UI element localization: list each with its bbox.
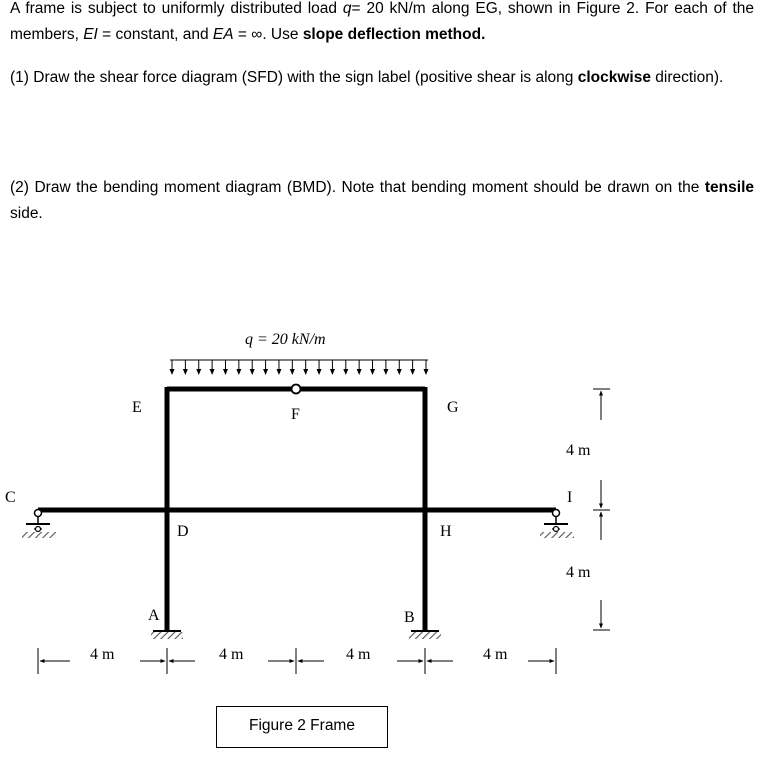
- problem-intro: A frame is subject to uniformly distributed load q= 20 kN/m along EG, shown in Figure 2. For each of the members, EI = constant, and EA = ∞. Use slope deflection method.: [10, 0, 755, 43]
- label-C: C: [5, 489, 16, 506]
- load-arrow-head: [330, 369, 335, 375]
- hinge-F: [292, 385, 301, 394]
- load-arrow-head: [343, 369, 348, 375]
- load-arrow-head: [276, 369, 281, 375]
- load-arrow-head: [170, 369, 175, 375]
- load-arrow-head: [397, 369, 402, 375]
- label-G: G: [447, 399, 459, 416]
- load-arrow-head: [424, 369, 429, 375]
- dim-span-DF: 4 m: [219, 646, 244, 663]
- label-E: E: [132, 399, 142, 416]
- load-arrow-head: [370, 369, 375, 375]
- load-arrow-head: [383, 369, 388, 375]
- dim-span-FH: 4 m: [346, 646, 371, 663]
- pin-support-C: [22, 510, 56, 539]
- load-arrow-head: [250, 369, 255, 375]
- load-label: q = 20 kN/m: [245, 331, 326, 348]
- question-1: (1) Draw the shear force diagram (SFD) with the sign label (positive shear is along clockwise direction).: [10, 69, 724, 86]
- label-D: D: [177, 523, 189, 540]
- load-arrow-head: [210, 369, 215, 375]
- label-A: A: [148, 607, 160, 624]
- vertical-dimensions: [593, 389, 610, 630]
- distributed-load: [170, 360, 429, 375]
- dim-span-CD: 4 m: [90, 646, 115, 663]
- dim-span-HI: 4 m: [483, 646, 508, 663]
- label-B: B: [404, 609, 415, 626]
- load-arrow-head: [183, 369, 188, 375]
- load-arrow-head: [357, 369, 362, 375]
- fixed-support-A: [151, 631, 183, 639]
- figure-caption: Figure 2 Frame: [216, 706, 388, 748]
- pin-support-I: [540, 510, 574, 539]
- dim-vertical-upper: 4 m: [566, 442, 591, 459]
- load-arrow-head: [317, 369, 322, 375]
- label-H: H: [440, 523, 452, 540]
- load-arrow-head: [410, 369, 415, 375]
- dim-vertical-lower: 4 m: [566, 564, 591, 581]
- fixed-support-B: [409, 631, 441, 639]
- horizontal-dimensions: [38, 648, 556, 674]
- label-F: F: [291, 406, 300, 423]
- label-I: I: [567, 489, 573, 506]
- load-arrow-head: [303, 369, 308, 375]
- load-arrow-head: [223, 369, 228, 375]
- question-2: (2) Draw the bending moment diagram (BMD). Note that bending moment should be drawn on the tensile side.: [10, 179, 754, 222]
- load-arrow-head: [196, 369, 201, 375]
- load-arrows: [170, 360, 429, 375]
- frame-members: [38, 387, 556, 630]
- load-arrow-head: [236, 369, 241, 375]
- load-arrow-head: [290, 369, 295, 375]
- load-arrow-head: [263, 369, 268, 375]
